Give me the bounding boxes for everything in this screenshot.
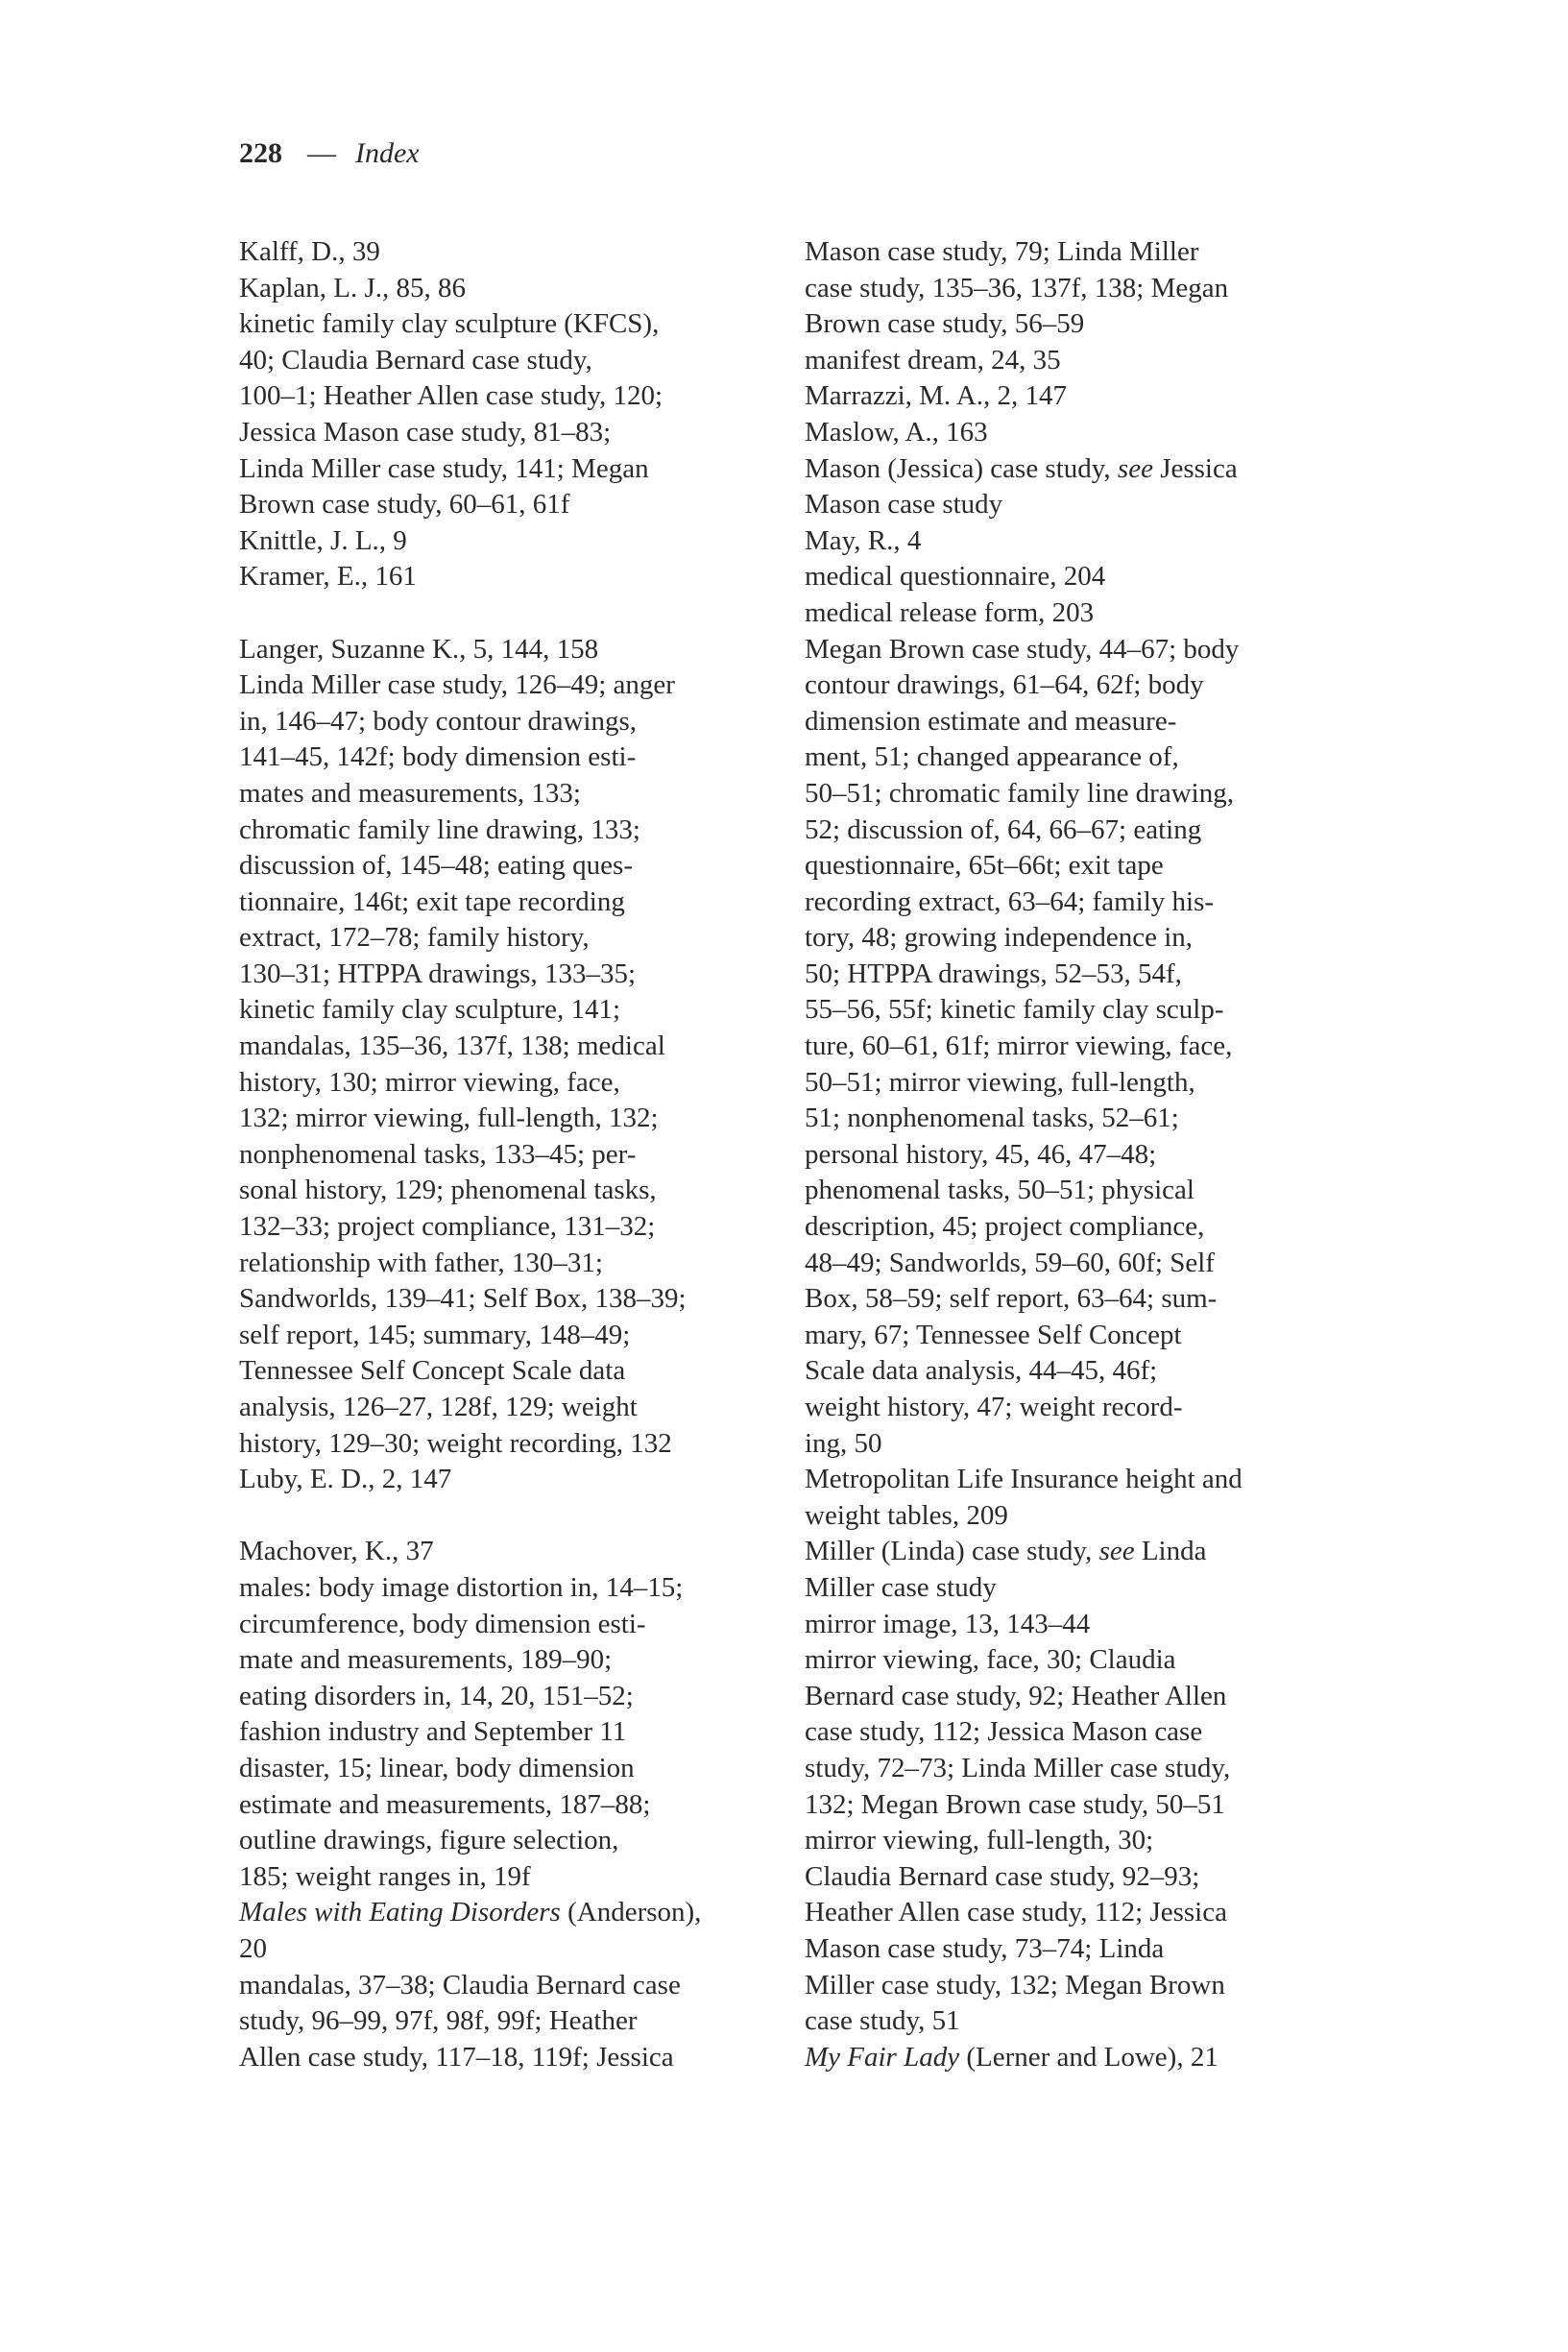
entry-text: description, 45; project compliance, (805, 1211, 1205, 1243)
entry-text: case study, 112; Jessica Mason case (805, 1716, 1203, 1748)
entry-line (805, 271, 1342, 307)
index-entry (239, 1534, 777, 1570)
entry-line (239, 957, 777, 993)
italic-title: Males with Eating Disorders (239, 1897, 561, 1928)
entry-line (805, 1714, 1342, 1751)
entry-line (239, 1895, 777, 1931)
entry-line (239, 1318, 777, 1354)
entry-text: 55–56, 55f; kinetic family clay sculp- (805, 994, 1224, 1026)
entry-line (239, 632, 777, 668)
see-reference: see (1098, 1536, 1135, 1567)
entry-text: 40; Claudia Bernard case study, (239, 344, 592, 376)
entry-text: Brown case study, 60–61, 61f (239, 489, 570, 521)
entry-text: kinetic family clay sculpture (KFCS), (239, 308, 660, 340)
entry-line (805, 1065, 1342, 1102)
index-entry (239, 306, 777, 523)
index-entry (805, 343, 1342, 379)
entry-line (805, 957, 1342, 993)
entry-line (805, 1968, 1342, 2004)
entry-line (805, 885, 1342, 921)
entry-line (805, 848, 1342, 885)
entry-line (805, 1498, 1342, 1535)
entry-line (239, 1462, 777, 1498)
index-entry-continued (805, 234, 1342, 343)
entry-text: 50–51; chromatic family line drawing, (805, 777, 1234, 809)
entry-line (239, 271, 777, 307)
entry-text: Bernard case study, 92; Heather Allen (805, 1680, 1227, 1711)
letter-group-gap (239, 595, 777, 632)
entry-line (239, 306, 777, 343)
entry-line (805, 234, 1342, 271)
index-entry (805, 415, 1342, 451)
entry-text: 132; mirror viewing, full-length, 132; (239, 1103, 659, 1134)
index-column-right (805, 234, 1342, 2075)
entry-text: manifest dream, 24, 35 (805, 344, 1061, 376)
entry-line (805, 523, 1342, 560)
entry-text: Kramer, E., 161 (239, 561, 417, 593)
entry-text: Heather Allen case study, 112; Jessica (805, 1897, 1227, 1928)
entry-text: 185; weight ranges in, 19f (239, 1860, 531, 1892)
entry-text: extract, 172–78; family history, (239, 922, 590, 954)
entry-text: Kalff, D., 39 (239, 236, 380, 267)
entry-text: Claudia Bernard case study, 92–93; (805, 1860, 1200, 1892)
entry-text: mandalas, 37–38; Claudia Bernard case (239, 1969, 681, 2000)
entry-line (805, 1931, 1342, 1968)
entry-line (239, 415, 777, 451)
entry-line (239, 812, 777, 849)
entry-text: Marrazzi, M. A., 2, 147 (805, 380, 1068, 412)
entry-line (805, 1173, 1342, 1209)
entry-line (805, 1787, 1342, 1824)
entry-text: Linda Miller case study, 126–49; anger (239, 669, 675, 701)
entry-line (805, 1318, 1342, 1354)
entry-line (239, 1570, 777, 1607)
entry-line (805, 378, 1342, 415)
entry-line (805, 343, 1342, 379)
entry-line (805, 1607, 1342, 1643)
entry-text: Allen case study, 117–18, 119f; Jessica (239, 2041, 674, 2073)
entry-text: mate and measurements, 189–90; (239, 1644, 613, 1676)
entry-line (239, 1751, 777, 1787)
entry-line (805, 1246, 1342, 1282)
entry-line (805, 667, 1342, 704)
entry-text: contour drawings, 61–64, 62f; body (805, 669, 1204, 701)
index-entry (805, 2040, 1342, 2076)
entry-text: Megan Brown case study, 44–67; body (805, 633, 1240, 665)
entry-line (239, 1353, 777, 1390)
index-entry (239, 1570, 777, 1895)
entry-line (239, 1968, 777, 2004)
entry-text: Jessica Mason case study, 81–83; (239, 416, 612, 448)
entry-line (805, 2040, 1342, 2076)
entry-text: history, 129–30; weight recording, 132 (239, 1427, 672, 1459)
index-entry (805, 451, 1342, 523)
entry-line (239, 559, 777, 595)
entry-line (239, 1246, 777, 1282)
entry-line (239, 885, 777, 921)
entry-line (805, 595, 1342, 632)
entry-line (239, 1642, 777, 1679)
entry-line (805, 415, 1342, 451)
entry-line (805, 1534, 1342, 1570)
entry-line (239, 1787, 777, 1824)
entry-text: Tennessee Self Concept Scale data (239, 1355, 626, 1387)
entry-text: kinetic family clay sculpture, 141; (239, 994, 621, 1026)
entry-text: relationship with father, 130–31; (239, 1247, 603, 1278)
entry-text: Machover, K., 37 (239, 1536, 434, 1567)
entry-text: Sandworlds, 139–41; Self Box, 138–39; (239, 1283, 687, 1315)
entry-line (239, 487, 777, 523)
entry-line (805, 992, 1342, 1029)
entry-line (805, 1570, 1342, 1607)
entry-text: history, 130; mirror viewing, face, (239, 1066, 620, 1098)
entry-text: males: body image distortion in, 14–15; (239, 1571, 684, 1603)
entry-line (805, 812, 1342, 849)
entry-text: Miller (Linda) case study, (805, 1536, 1099, 1567)
entry-text: tionnaire, 146t; exit tape recording (239, 885, 625, 917)
entry-line (805, 1029, 1342, 1065)
entry-text: weight tables, 209 (805, 1499, 1008, 1531)
entry-line (239, 848, 777, 885)
index-entry (805, 595, 1342, 632)
see-target: Jessica (1152, 452, 1238, 484)
entry-text: fashion industry and September 11 (239, 1716, 627, 1748)
entry-line (805, 487, 1342, 523)
entry-text: (Lerner and Lowe), 21 (959, 2041, 1218, 2073)
entry-text: Box, 58–59; self report, 63–64; sum- (805, 1283, 1218, 1315)
entry-text: ture, 60–61, 61f; mirror viewing, face, (805, 1031, 1233, 1062)
entry-line (239, 1101, 777, 1137)
entry-line (239, 667, 777, 704)
entry-text: Miller case study (805, 1571, 997, 1603)
entry-text: 52; discussion of, 64, 66–67; eating (805, 813, 1202, 845)
entry-line (239, 992, 777, 1029)
entry-text: study, 96–99, 97f, 98f, 99f; Heather (239, 2005, 638, 2037)
index-entry (239, 271, 777, 307)
entry-text: questionnaire, 65t–66t; exit tape (805, 850, 1164, 882)
entry-text: eating disorders in, 14, 20, 151–52; (239, 1680, 634, 1711)
entry-text: Mason case study, 73–74; Linda (805, 1932, 1165, 1964)
italic-title: My Fair Lady (805, 2041, 960, 2073)
entry-line (239, 1607, 777, 1643)
entry-text: analysis, 126–27, 128f, 129; weight (239, 1392, 638, 1422)
entry-line (239, 920, 777, 957)
entry-line (239, 1426, 777, 1463)
entry-text: chromatic family line drawing, 133; (239, 813, 640, 845)
index-entry (805, 1462, 1342, 1534)
entry-line (239, 1534, 777, 1570)
entry-line (239, 1859, 777, 1896)
entry-text: mary, 67; Tennessee Self Concept (805, 1319, 1182, 1350)
entry-line (239, 378, 777, 415)
entry-line (239, 2003, 777, 2040)
entry-line (239, 1209, 777, 1246)
entry-text: mirror image, 13, 143–44 (805, 1608, 1091, 1639)
entry-line (239, 234, 777, 271)
index-entry (805, 378, 1342, 415)
entry-text: 51; nonphenomenal tasks, 52–61; (805, 1103, 1179, 1134)
entry-text: outline drawings, figure selection, (239, 1825, 619, 1856)
entry-text: medical questionnaire, 204 (805, 561, 1106, 593)
entry-text: medical release form, 203 (805, 596, 1095, 628)
entry-text: Brown case study, 56–59 (805, 308, 1085, 340)
entry-line (239, 1029, 777, 1065)
entry-line (239, 451, 777, 488)
entry-line (805, 1462, 1342, 1498)
entry-text: 141–45, 142f; body dimension esti- (239, 741, 637, 773)
entry-text: 132; Megan Brown case study, 50–51 (805, 1788, 1225, 1820)
entry-line (805, 1859, 1342, 1896)
index-entry (805, 1642, 1342, 1823)
entry-text: estimate and measurements, 187–88; (239, 1788, 651, 1820)
entry-text: 50–51; mirror viewing, full-length, (805, 1066, 1195, 1098)
header-separator: — (307, 137, 336, 169)
see-reference: see (1117, 452, 1153, 484)
entry-text: personal history, 45, 46, 47–48; (805, 1138, 1157, 1170)
entry-line (239, 1137, 777, 1174)
entry-line (239, 1065, 777, 1102)
index-entry (805, 1534, 1342, 1606)
entry-text: May, R., 4 (805, 524, 922, 556)
entry-line (805, 559, 1342, 595)
index-entry (805, 559, 1342, 595)
entry-text: Mason (Jessica) case study, (805, 452, 1118, 484)
entry-text: Maslow, A., 163 (805, 416, 988, 448)
index-entry (239, 559, 777, 595)
entry-line (805, 776, 1342, 812)
entry-text: tory, 48; growing independence in, (805, 922, 1194, 954)
entry-line (805, 2003, 1342, 2040)
entry-line (239, 704, 777, 740)
entry-line (239, 740, 777, 776)
index-entry (239, 632, 777, 668)
entry-text: in, 146–47; body contour drawings, (239, 705, 638, 737)
entry-text: mirror viewing, face, 30; Claudia (805, 1644, 1176, 1676)
entry-text: Mason case study (805, 489, 1003, 521)
letter-group-gap (239, 1498, 777, 1535)
entry-text: mirror viewing, full-length, 30; (805, 1825, 1154, 1856)
entry-line (805, 1679, 1342, 1715)
entry-text: Mason case study, 79; Linda Miller (805, 236, 1199, 267)
entry-line (239, 343, 777, 379)
entry-line (239, 2040, 777, 2076)
entry-text: self report, 145; summary, 148–49; (239, 1319, 631, 1350)
entry-text: dimension estimate and measure- (805, 705, 1177, 737)
entry-line (239, 523, 777, 560)
entry-line (805, 1895, 1342, 1931)
entry-line (805, 1281, 1342, 1318)
index-entry (239, 1895, 777, 1967)
entry-text: disaster, 15; linear, body dimension (239, 1752, 635, 1783)
entry-line (239, 1679, 777, 1715)
entry-text: circumference, body dimension esti- (239, 1608, 646, 1639)
entry-text: recording extract, 63–64; family his- (805, 885, 1215, 917)
entry-text: mates and measurements, 133; (239, 777, 581, 809)
entry-line (805, 1751, 1342, 1787)
entry-line (805, 740, 1342, 776)
index-entry (239, 234, 777, 271)
entry-text: case study, 135–36, 137f, 138; Megan (805, 272, 1229, 303)
entry-line (805, 1353, 1342, 1390)
entry-text: Luby, E. D., 2, 147 (239, 1464, 452, 1495)
entry-line (239, 1714, 777, 1751)
entry-text: Knittle, J. L., 9 (239, 524, 407, 556)
entry-line (805, 451, 1342, 488)
index-column-left (239, 234, 777, 2075)
entry-text: 100–1; Heather Allen case study, 120; (239, 380, 663, 412)
entry-line (805, 1823, 1342, 1859)
entry-text: nonphenomenal tasks, 133–45; per- (239, 1138, 637, 1170)
entry-text: ment, 51; changed appearance of, (805, 741, 1179, 773)
entry-text: Miller case study, 132; Megan Brown (805, 1969, 1225, 2000)
section-title: Index (355, 137, 420, 169)
entry-text: discussion of, 145–48; eating ques- (239, 850, 633, 882)
entry-line (805, 1390, 1342, 1426)
entry-text: 48–49; Sandworlds, 59–60, 60f; Self (805, 1247, 1215, 1278)
entry-text: 132–33; project compliance, 131–32; (239, 1211, 656, 1243)
index-entry (239, 667, 777, 1462)
entry-line (239, 1823, 777, 1859)
entry-line (239, 1281, 777, 1318)
entry-line (239, 776, 777, 812)
entry-text: Kaplan, L. J., 85, 86 (239, 272, 466, 303)
entry-line (805, 1137, 1342, 1174)
index-entry (805, 632, 1342, 1463)
page-number: 228 (239, 137, 282, 169)
entry-text: 130–31; HTPPA drawings, 133–35; (239, 958, 637, 989)
index-entry (239, 1462, 777, 1498)
running-header (239, 133, 420, 175)
entry-text: study, 72–73; Linda Miller case study, (805, 1752, 1231, 1783)
entry-line (805, 632, 1342, 668)
index-entry (239, 1968, 777, 2076)
index-entry (805, 523, 1342, 560)
entry-line (805, 1426, 1342, 1463)
entry-text: Scale data analysis, 44–45, 46f; (805, 1355, 1158, 1387)
entry-text: Langer, Suzanne K., 5, 144, 158 (239, 633, 599, 665)
entry-text: Linda Miller case study, 141; Megan (239, 452, 649, 484)
entry-text: phenomenal tasks, 50–51; physical (805, 1175, 1194, 1206)
entry-line (805, 1642, 1342, 1679)
entry-text: Metropolitan Life Insurance height and (805, 1464, 1242, 1495)
entry-line (805, 1209, 1342, 1246)
entry-text: mandalas, 135–36, 137f, 138; medical (239, 1031, 665, 1062)
entry-text: weight history, 47; weight record- (805, 1392, 1183, 1422)
entry-line (805, 1101, 1342, 1137)
entry-line (805, 306, 1342, 343)
entry-text: sonal history, 129; phenomenal tasks, (239, 1175, 657, 1206)
index-entry (805, 1823, 1342, 2040)
entry-text: (Anderson), (560, 1897, 702, 1928)
entry-line (239, 1390, 777, 1426)
entry-line (805, 704, 1342, 740)
entry-line (805, 920, 1342, 957)
index-entry (805, 1607, 1342, 1643)
index-entry (239, 523, 777, 560)
entry-text: 50; HTPPA drawings, 52–53, 54f, (805, 958, 1182, 989)
see-target: Linda (1134, 1536, 1207, 1567)
entry-line (239, 1931, 777, 1968)
entry-line (239, 1173, 777, 1209)
entry-text: ing, 50 (805, 1427, 882, 1459)
entry-text: case study, 51 (805, 2005, 960, 2037)
entry-text: 20 (239, 1932, 267, 1964)
